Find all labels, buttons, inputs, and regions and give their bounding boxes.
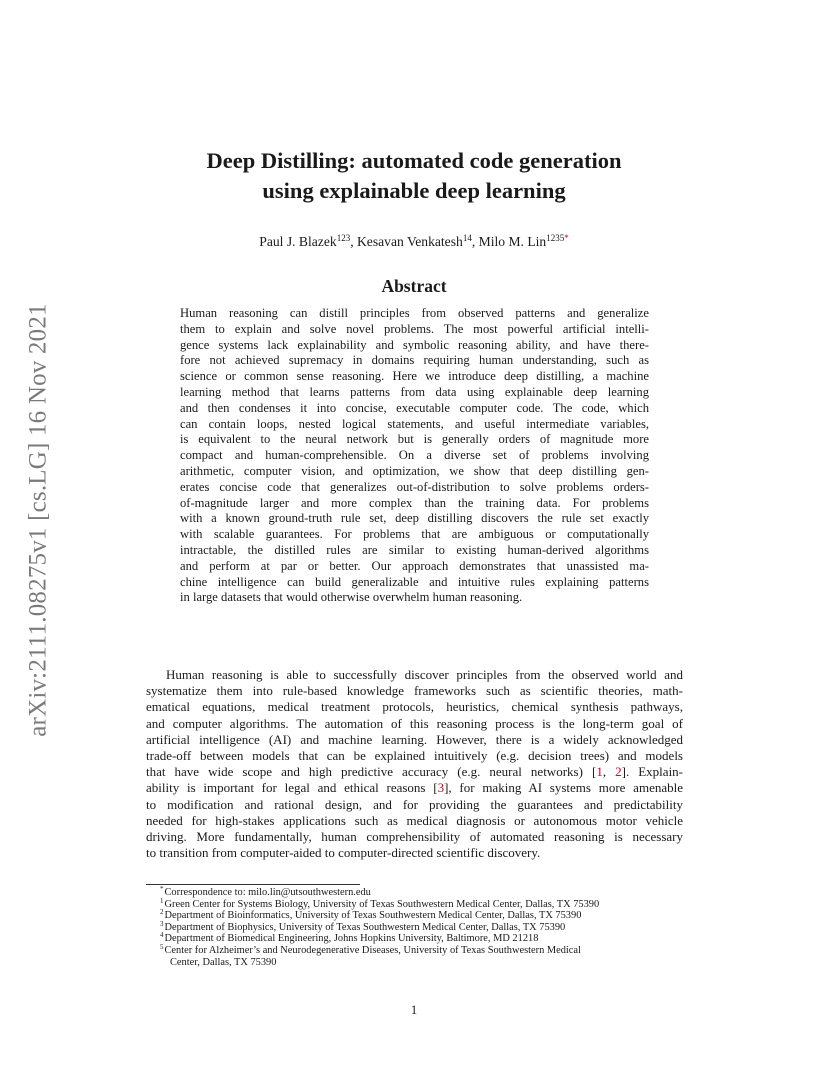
- page-number: 1: [410, 1003, 418, 1017]
- body-line: ematical equations, medical treatment protocols, heuristics, chemical synthesis pathways,: [146, 699, 683, 715]
- body-line: systematize them into rule-based knowledge frameworks such as scientific theories, math-: [146, 683, 683, 699]
- title-line-1: Deep Distilling: automated code generation: [206, 148, 622, 173]
- abstract-line: compact and human-comprehensible. On a diverse set of problems involving: [180, 448, 649, 463]
- footnote-text: Green Center for Systems Biology, University of Texas Southwestern Medical Center, Dallas, TX 75390: [164, 898, 600, 910]
- footnote-text: Center for Alzheimer’s and Neurodegenerative Diseases, University of Texas Southwestern Medical: [164, 944, 581, 956]
- body-line-with-citation: ability is important for legal and ethical reasons [3], for making AI systems more amenable: [146, 780, 683, 796]
- citation-link[interactable]: 3: [437, 780, 445, 796]
- footnote-affiliation: [160, 910, 690, 922]
- abstract-line: arithmetic, computer vision, and optimization, we show that deep distilling gen-: [180, 463, 649, 478]
- footnote-affiliation: [160, 933, 690, 945]
- body-line: trade-off between models that can be explained intuitively (e.g. decision trees) and models: [146, 747, 683, 763]
- author-list: [100, 233, 728, 250]
- footnote-text: Department of Biophysics, University of Texas Southwestern Medical Center, Dallas, TX 75390: [164, 921, 566, 933]
- abstract-line: in large datasets that would otherwise overwhelm human reasoning.: [180, 590, 523, 605]
- author-affiliation: 1235: [546, 233, 565, 243]
- abstract-line: fore not achieved supremacy in domains requiring human understanding, such as: [180, 353, 649, 368]
- abstract-body: [180, 306, 649, 606]
- abstract-line: of-magnitude larger and more complex than the training data. For problems: [180, 495, 649, 510]
- abstract-line: can contain loops, nested logical statements, and useful intermediate variables,: [180, 416, 649, 431]
- body-line: and computer algorithms. The automation of this reasoning process is the long-term goal of: [146, 715, 683, 731]
- arxiv-identifier: arXiv:2111.08275v1 [cs.LG] 16 Nov 2021: [25, 303, 52, 737]
- abstract-line: learning method that learns patterns from data using explainable deep learning: [180, 384, 649, 399]
- footnote-mark: 1: [160, 896, 164, 905]
- citation-link[interactable]: 2: [615, 764, 622, 780]
- footnote-affiliation: [160, 919, 690, 934]
- introduction-paragraph: [146, 667, 683, 861]
- author-separator: ,: [471, 234, 479, 249]
- abstract-line: erates concise code that generalizes out-of-distribution to solve problems orders-: [180, 479, 649, 494]
- footnote-affiliation: [160, 942, 690, 968]
- footnote-mark: 4: [160, 931, 164, 940]
- footnote-correspondence: [160, 887, 690, 899]
- correspondence-footnote-link[interactable]: *: [564, 233, 569, 243]
- footnote-mark: 2: [160, 908, 164, 917]
- abstract-line: gence systems lack explainability and symbolic reasoning ability, and have there-: [180, 337, 649, 352]
- abstract-line: with scalable guarantees. For problems that are ambiguous or computationally: [180, 527, 649, 542]
- footnote-mark: 3: [160, 919, 164, 928]
- abstract-line: and perform at par or better. Our approach demonstrates that unassisted ma-: [180, 558, 649, 573]
- abstract-line: Human reasoning can distill principles from observed patterns and generalize: [180, 306, 649, 320]
- footnote-mark: *: [160, 885, 164, 893]
- abstract-line: is equivalent to the neural network but is generally orders of magnitude more: [180, 432, 649, 447]
- title-line-2: using explainable deep learning: [262, 178, 566, 203]
- arxiv-identifier-stamp: [24, 282, 54, 758]
- paper-title: [100, 146, 728, 206]
- abstract-line: science or common sense reasoning. Here we introduce deep distilling, a machine: [180, 369, 649, 384]
- body-line: to modification and rational design, and for providing the guarantees and predictability: [146, 796, 683, 812]
- author-name: Kesavan Venkatesh: [356, 234, 463, 249]
- body-line: artificial intelligence (AI) and machine learning. However, there is a widely acknowledged: [146, 731, 683, 747]
- body-line: to transition from computer-aided to computer-directed scientific discovery.: [146, 845, 541, 861]
- footnote-text: Correspondence to: milo.lin@utsouthwestern.edu: [164, 887, 371, 898]
- footnote-text: Department of Bioinformatics, University of Texas Southwestern Medical Center, Dallas, TX 75390: [164, 910, 582, 922]
- abstract-line: and then condenses it into concise, executable computer code. The code, which: [180, 400, 649, 415]
- footnote-mark: 5: [160, 942, 164, 951]
- abstract-line: with a known ground-truth rule set, deep distilling discovers the rule set exactly: [180, 511, 649, 526]
- footnotes: [160, 887, 690, 968]
- body-line: driving. More fundamentally, human comprehensibility of automated reasoning is necessary: [146, 828, 683, 844]
- body-line: needed for high-stakes applications such as medical diagnosis or autonomous motor vehicle: [146, 812, 683, 828]
- footnote-affiliation: [160, 896, 690, 911]
- footnote-text-continued: Center, Dallas, TX 75390: [170, 956, 277, 968]
- body-line-with-citations: that have wide scope and high predictive accuracy (e.g. neural networks) [1, 2]. Explain-: [146, 764, 684, 780]
- footnote-text: Department of Biomedical Engineering, Johns Hopkins University, Baltimore, MD 21218: [164, 933, 539, 945]
- abstract-heading: Abstract: [381, 276, 447, 296]
- abstract-line: chine intelligence can build generalizable and intuitive rules explaining patterns: [180, 574, 649, 589]
- author-affiliation: 14: [462, 233, 472, 243]
- author-separator: ,: [350, 234, 357, 249]
- author-name: Paul J. Blazek: [259, 234, 337, 249]
- abstract-line: intractable, the distilled rules are similar to existing human-derived algorithms: [180, 542, 649, 557]
- abstract-line: them to explain and solve novel problems. The most powerful artificial intelli-: [180, 321, 649, 336]
- body-line: Human reasoning is able to successfully discover principles from the observed world and: [166, 667, 683, 682]
- footnote-divider: [146, 884, 360, 885]
- author-name: Milo M. Lin: [478, 234, 547, 249]
- citation-link[interactable]: 1: [596, 764, 603, 780]
- author-affiliation: 123: [336, 233, 351, 243]
